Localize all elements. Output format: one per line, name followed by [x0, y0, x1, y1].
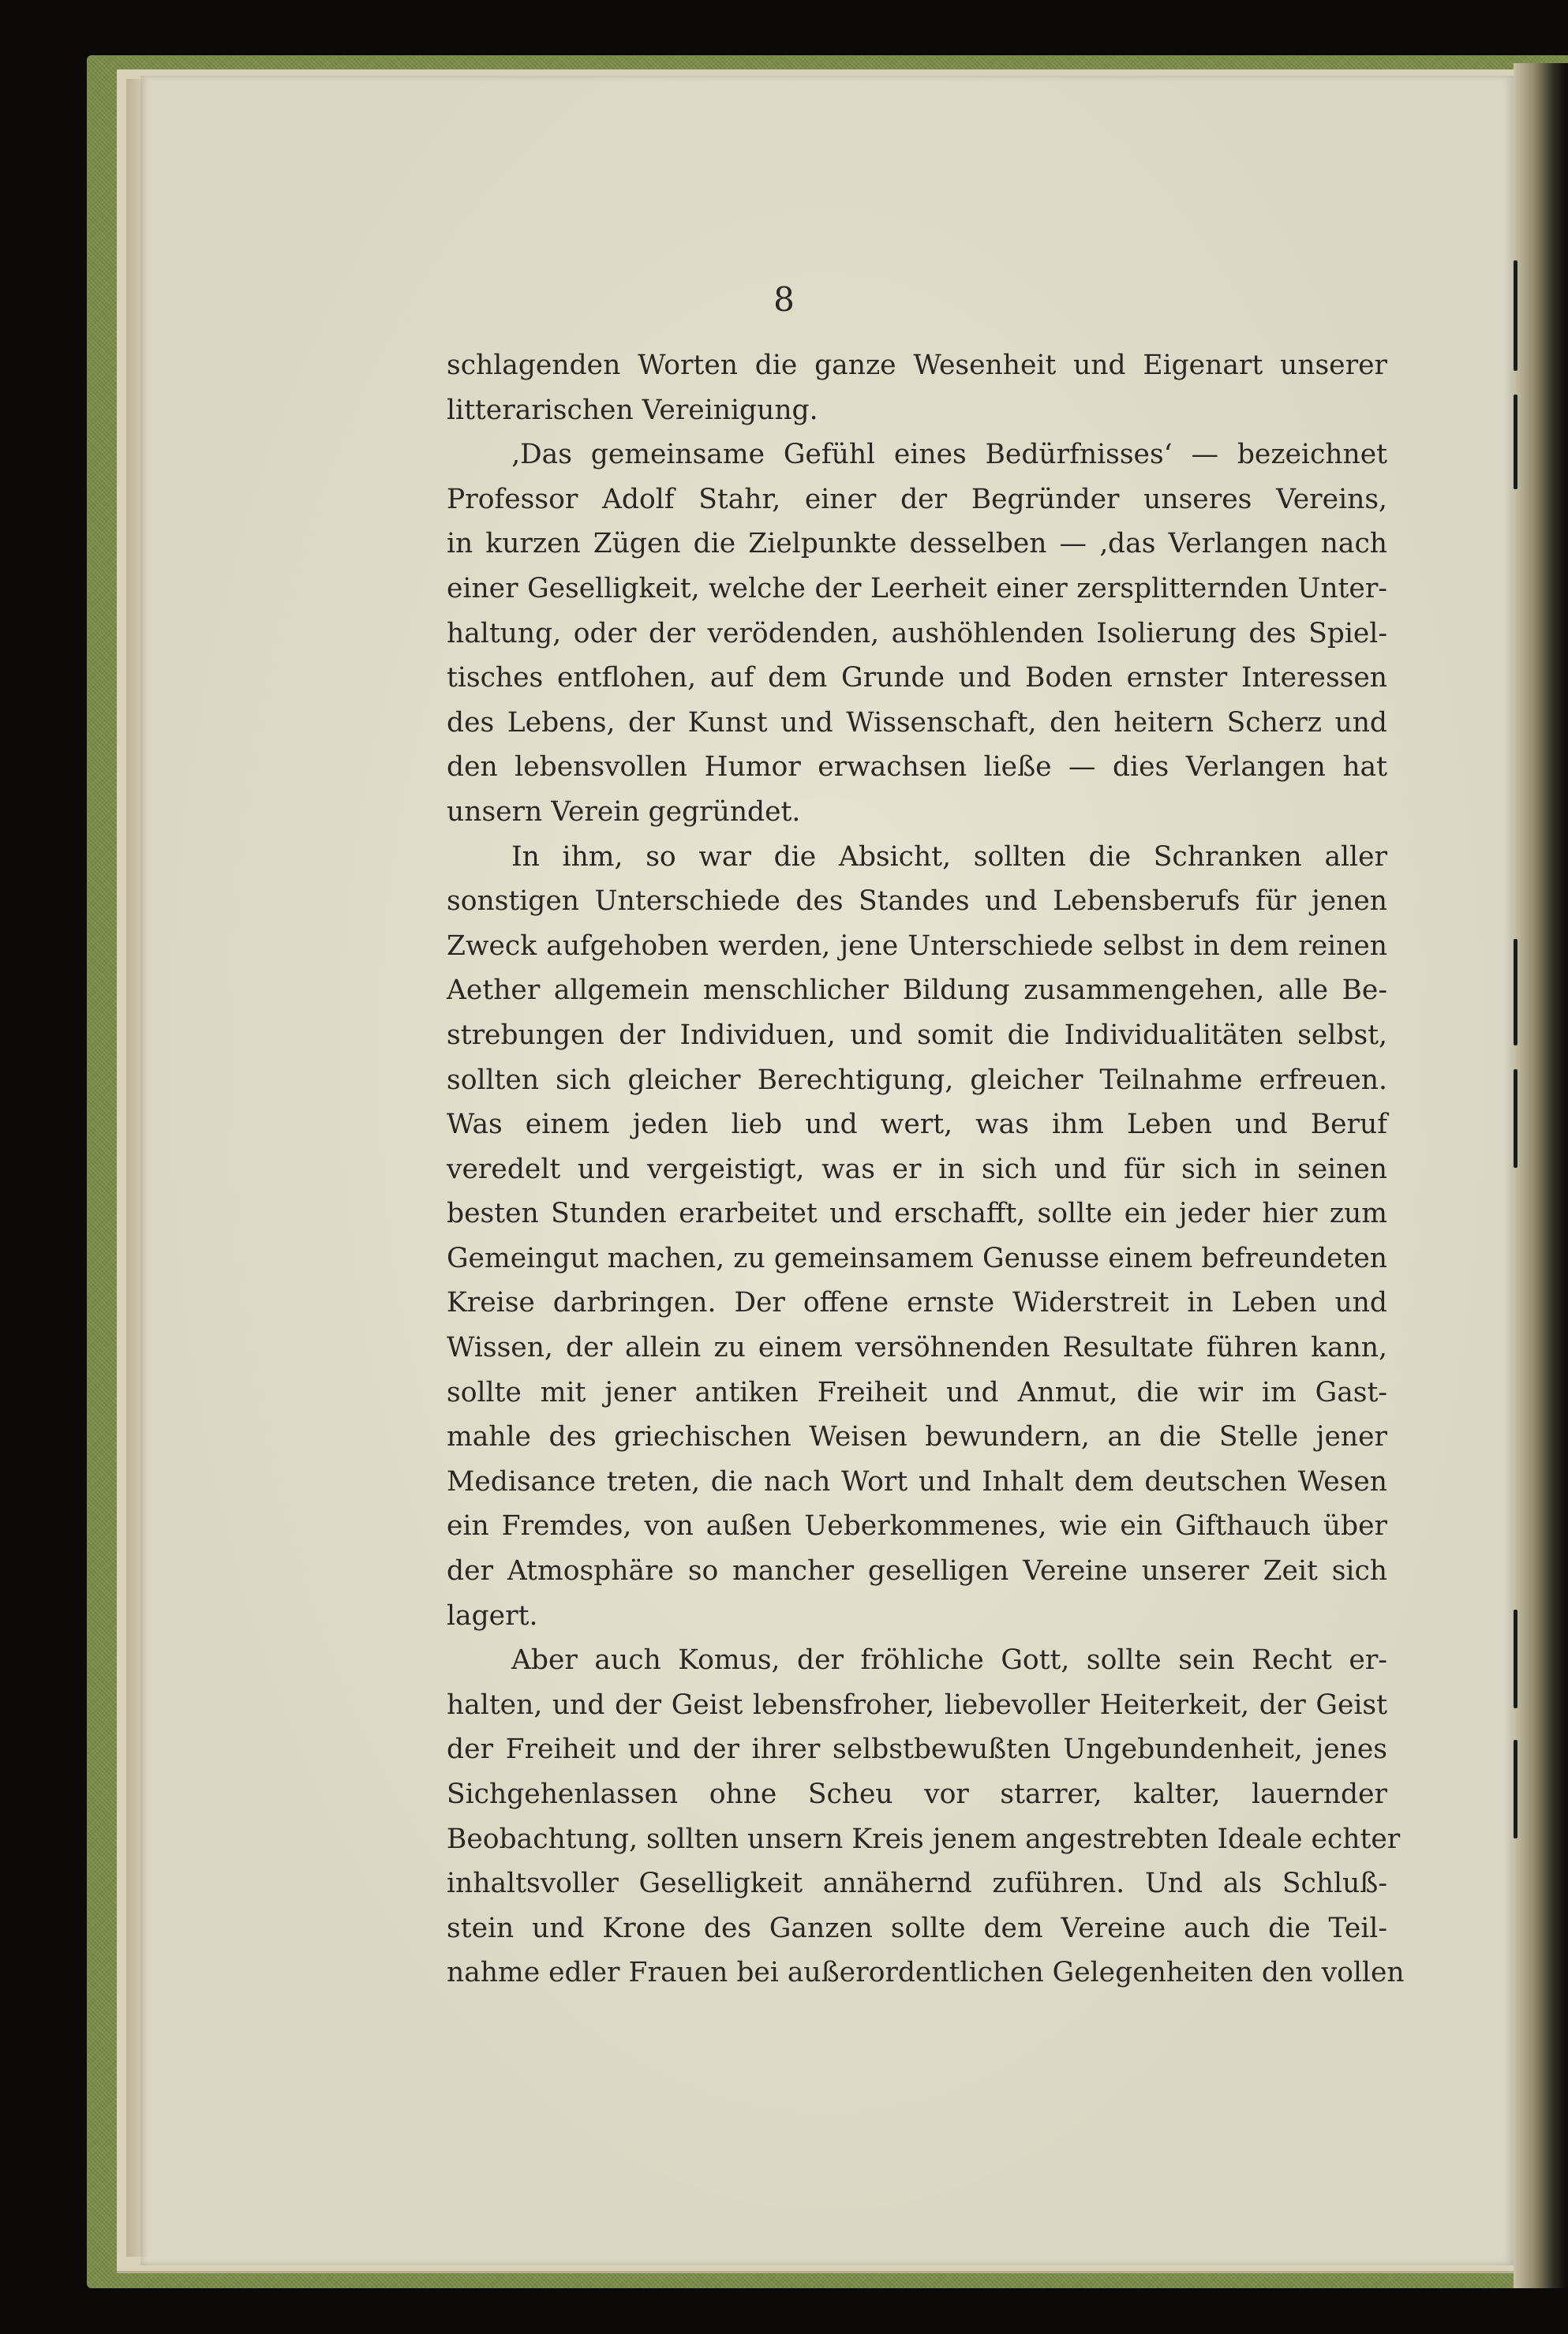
text-line: nahme edler Frauen bei außerordentlichen Gelegenheiten den vollen [447, 1957, 1405, 1989]
text-line: sollte mit jener antiken Freiheit und Anmut, die wir im Gast- [447, 1376, 1387, 1408]
text-line: ein Fremdes, von außen Ueberkommenes, wie ein Gifthauch über [447, 1510, 1387, 1543]
text-line: sonstigen Unterschiede des Standes und Lebensberufs für jenen [447, 885, 1387, 918]
text-line: strebungen der Individuen, und somit die Individualitäten selbst, [447, 1019, 1387, 1051]
text-line: des Lebens, der Kunst und Wissenschaft, den heitern Scherz und [447, 706, 1387, 739]
page-left-shadow [126, 79, 150, 2257]
text-line: den lebensvollen Humor erwachsen ließe — dies Verlangen hat [447, 751, 1387, 784]
page-number: 8 [773, 280, 795, 319]
text-line: Sichgehenlassen ohne Scheu vor starrer, kalter, lauernder [447, 1779, 1387, 1810]
body-text [447, 343, 1405, 1995]
text-line: besten Stunden erarbeitet und erschafft, sollte ein jeder hier zum [447, 1198, 1387, 1230]
gutter-mark [1514, 1069, 1517, 1168]
text-line: halten, und der Geist lebensfroher, liebevoller Heiterkeit, der Geist [447, 1689, 1387, 1721]
text-line: schlagenden Worten die ganze Wesenheit und Eigenart unserer [447, 350, 1387, 381]
text-line: der Atmosphäre so mancher geselligen Vereine unserer Zeit sich [447, 1555, 1387, 1588]
gutter-mark [1514, 939, 1517, 1045]
text-line: Gemeingut machen, zu gemeinsamem Genusse einem befreundeten [447, 1242, 1387, 1274]
text-line: in kurzen Zügen die Zielpunkte desselben — ‚das Verlangen nach [447, 528, 1387, 560]
text-line: lagert. [447, 1599, 538, 1632]
text-line: Beobachtung, sollten unsern Kreis jenem angestrebten Ideale echter [447, 1823, 1401, 1855]
text-line: Kreise darbringen. Der offene ernste Widerstreit in Leben und [447, 1287, 1387, 1319]
text-line: Aber auch Komus, der fröhliche Gott, sollte sein Recht er- [511, 1644, 1387, 1677]
text-line: mahle des griechischen Weisen bewundern, an die Stelle jener [447, 1421, 1387, 1453]
text-line: veredelt und vergeistigt, was er in sich und für sich in seinen [447, 1153, 1387, 1185]
text-line: Aether allgemein menschlicher Bildung zusammengehen, alle Be- [447, 974, 1387, 1007]
text-line: stein und Krone des Ganzen sollte dem Vereine auch die Teil- [447, 1912, 1387, 1944]
text-line: einer Geselligkeit, welche der Leerheit einer zersplitternden Unter- [447, 572, 1387, 604]
text-line: Professor Adolf Stahr, einer der Begründer unseres Vereins, [447, 483, 1387, 515]
text-line: litterarischen Vereinigung. [447, 394, 818, 426]
gutter-mark [1514, 1610, 1517, 1708]
text-line: der Freiheit und der ihrer selbstbewußten Ungebundenheit, jenes [447, 1734, 1387, 1766]
text-line: Medisance treten, die nach Wort und Inhalt dem deutschen Wesen [447, 1465, 1387, 1498]
text-line: Was einem jeden lieb und wert, was ihm Leben und Beruf [447, 1109, 1387, 1141]
text-line: Wissen, der allein zu einem versöhnenden Resultate führen kann, [447, 1332, 1387, 1364]
page-gutter [1514, 63, 1568, 2288]
text-line: unsern Verein gegründet. [447, 795, 801, 828]
text-line: haltung, oder der verödenden, aushöhlenden Isolierung des Spiel- [447, 617, 1387, 649]
gutter-mark [1514, 395, 1517, 489]
text-line: inhaltsvoller Geselligkeit annähernd zuführen. Und als Schluß- [447, 1868, 1387, 1900]
text-line: ‚Das gemeinsame Gefühl eines Bedürfnisses‘ — bezeichnet [511, 439, 1387, 471]
text-line: tisches entflohen, auf dem Grunde und Boden ernster Interessen [447, 662, 1387, 694]
text-line: Zweck aufgehoben werden, jene Unterschiede selbst in dem reinen [447, 929, 1387, 962]
text-line: sollten sich gleicher Berechtigung, gleicher Teilnahme erfreuen. [447, 1064, 1387, 1096]
text-line: In ihm, so war die Absicht, sollten die Schranken aller [511, 840, 1387, 873]
gutter-mark [1514, 1740, 1517, 1838]
